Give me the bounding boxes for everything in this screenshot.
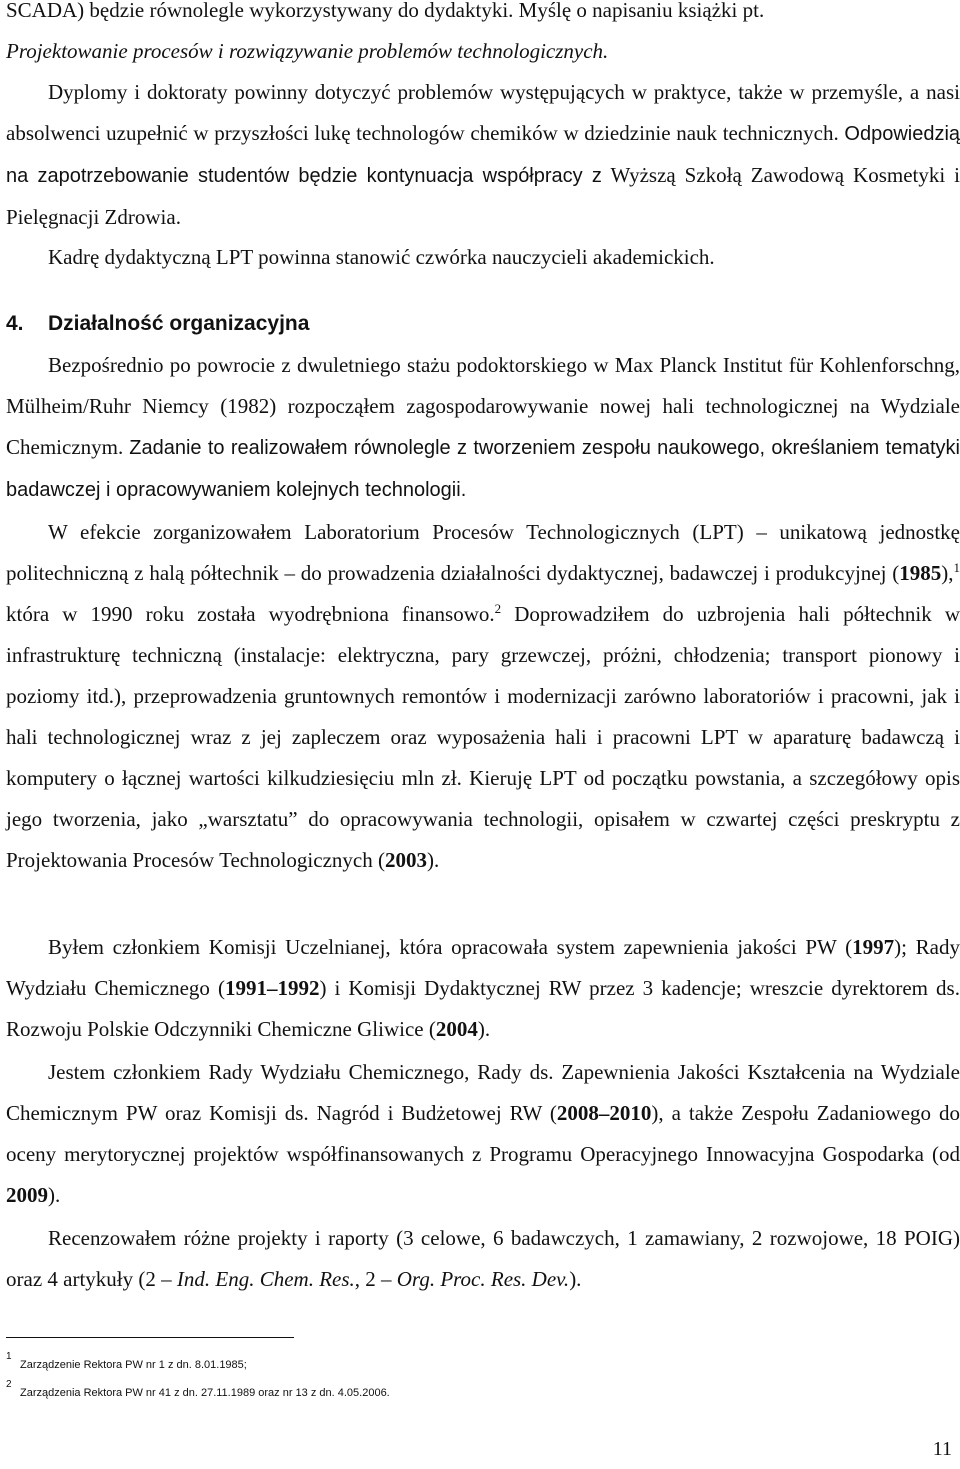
commissions-text-1: Byłem członkiem Komisji Uczelnianej, która opracowała system zapewnienia jakości PW (	[48, 935, 853, 959]
paragraph-diplomas	[6, 72, 960, 238]
journal-ind-eng-chem-res: Ind. Eng. Chem. Res.	[176, 1267, 355, 1291]
journal-org-proc-res-dev: Org. Proc. Res. Dev.	[396, 1267, 570, 1291]
diplomas-text: Dyplomy i doktoraty powinny dotyczyć problemów występujących w praktyce, także w przemyśle, a nasi absolwenci uzupełnić w przyszłości lukę technologów chemików w dziedzinie nauk technicznych.	[6, 80, 960, 145]
commissions-text-3: ) i Komisji Dydaktycznej RW przez 3 kadencje; wreszcie dyrektorem ds. Rozwoju Polskie Odczynniki Chemiczne Gliwice (	[6, 976, 960, 1041]
footnote-ref-2: 2	[494, 601, 502, 616]
memberships-text-3: ).	[48, 1183, 61, 1207]
memberships-year-2009: 2009	[6, 1183, 48, 1207]
continuation-line-1: SCADA) będzie równolegle wykorzystywany do dydaktyki. Myślę o napisaniu książki pt.	[6, 0, 765, 22]
paragraph-lpt	[6, 512, 960, 881]
organization-text: Bezpośrednio po powrocie z dwuletniego stażu podoktorskiego w Max Planck Institut für Kohlenforschng, Mülheim/Ruhr Niemcy (1982) rozpocząłem zagospodarowywanie nowej hali technologicznej na Wydziale Chemicznym.	[6, 353, 960, 459]
staff-text: Kadrę dydaktyczną LPT powinna stanowić czwórka nauczycieli akademickich.	[48, 245, 715, 269]
page-number: 11	[932, 1438, 952, 1460]
lpt-text-3: która w 1990 roku została wyodrębniona finansowo.	[6, 602, 495, 626]
section-title: Działalność organizacyjna	[48, 312, 310, 335]
memberships-years-2008-2010: 2008–2010	[556, 1101, 652, 1125]
continuation-line-2: Projektowanie procesów i rozwiązywanie problemów technologicznych.	[6, 39, 609, 63]
diplomas-school-text: Wyższą Szkołą Zawodową Kosmetyki i Pielęgnacji Zdrowia.	[6, 163, 960, 229]
footnote-2-number: 2	[6, 1379, 12, 1390]
paragraph-continuation	[6, 0, 960, 72]
footnote-1-number: 1	[6, 1351, 12, 1362]
section-number: 4.	[6, 312, 24, 335]
lpt-year-1985: 1985	[899, 561, 942, 585]
commissions-year-2004: 2004	[435, 1017, 478, 1041]
reviews-text-3: ).	[569, 1267, 582, 1291]
lpt-text-2: ),	[941, 561, 954, 585]
reviews-text-2: , 2 –	[354, 1267, 397, 1291]
paragraph-staff	[6, 237, 960, 278]
commissions-years-1991-1992: 1991–1992	[224, 976, 320, 1000]
lpt-text-1: W efekcie zorganizowałem Laboratorium Procesów Technologicznych (LPT) – unikatową jednostkę politechniczną z halą półtechnik – do prowadzenia działalności dydaktycznej, badawczej i produkcyjnej (	[6, 520, 960, 585]
paragraph-commissions	[6, 927, 960, 1050]
footnote-ref-1: 1	[953, 560, 960, 575]
section-heading	[6, 303, 309, 344]
lpt-year-2003: 2003	[384, 848, 427, 872]
paragraph-memberships	[6, 1052, 960, 1216]
reviews-text-1: Recenzowałem różne projekty i raporty (3 celowe, 6 badawczych, 1 zamawiany, 2 rozwojowe, 18 POIG) oraz 4 artykuły (2 –	[6, 1226, 960, 1291]
memberships-text-2: ), a także Zespołu Zadaniowego do oceny merytorycznej projektów współfinansowanych z Programu Operacyjnego Innowacyjna Gospodarka (od	[6, 1101, 960, 1166]
lpt-text-4: Doprowadziłem do uzbrojenia hali półtechnik w infrastrukturę techniczną (instalacje: elektryczna, pary grzewczej, próżni, chłodzenia; transport pionowy i poziomy itd.), przeprowadzenia gruntownych remontów i modernizacji zarówno laboratoriów i pracowni, jak i hali technologicznej wraz z jej zapleczem oraz wyposażenia hali i pracowni LPT w aparaturę badawczą i komputery o łącznej wartości kilkudziesięciu mln zł. Kieruję LPT od początku powstania, a szczegółowy opis jego tworzenia, jako „warsztatu” do opracowywania technologii, opisałem w czwartej części preskryptu z Projektowania Procesów Technologicznych (	[6, 602, 960, 872]
commissions-text-2: ); Rady Wydziału Chemicznego (	[6, 935, 960, 1000]
paragraph-organization	[6, 345, 960, 511]
paragraph-reviews	[6, 1218, 960, 1300]
commissions-text-4: ).	[477, 1017, 491, 1041]
footnote-1-text: Zarządzenie Rektora PW nr 1 z dn. 8.01.1985;	[20, 1359, 247, 1371]
footnote-separator	[6, 1337, 294, 1338]
footnote-2-text: Zarządzenia Rektora PW nr 41 z dn. 27.11.1989 oraz nr 13 z dn. 4.05.2006.	[20, 1387, 390, 1399]
organization-team-text: Zadanie to realizowałem równolegle z tworzeniem zespołu naukowego, określaniem tematyki badawczej i opracowywaniem kolejnych technologii.	[6, 437, 960, 501]
memberships-text-1: Jestem członkiem Rady Wydziału Chemicznego, Rady ds. Zapewnienia Jakości Kształcenia na Wydziale Chemicznym PW oraz Komisji ds. Nagród i Budżetowej RW (	[6, 1060, 960, 1125]
lpt-text-5: ).	[426, 848, 440, 872]
commissions-year-1997: 1997	[852, 935, 895, 959]
diplomas-response-text: Odpowiedzią na zapotrzebowanie studentów będzie kontynuacja współpracy z	[6, 123, 960, 187]
